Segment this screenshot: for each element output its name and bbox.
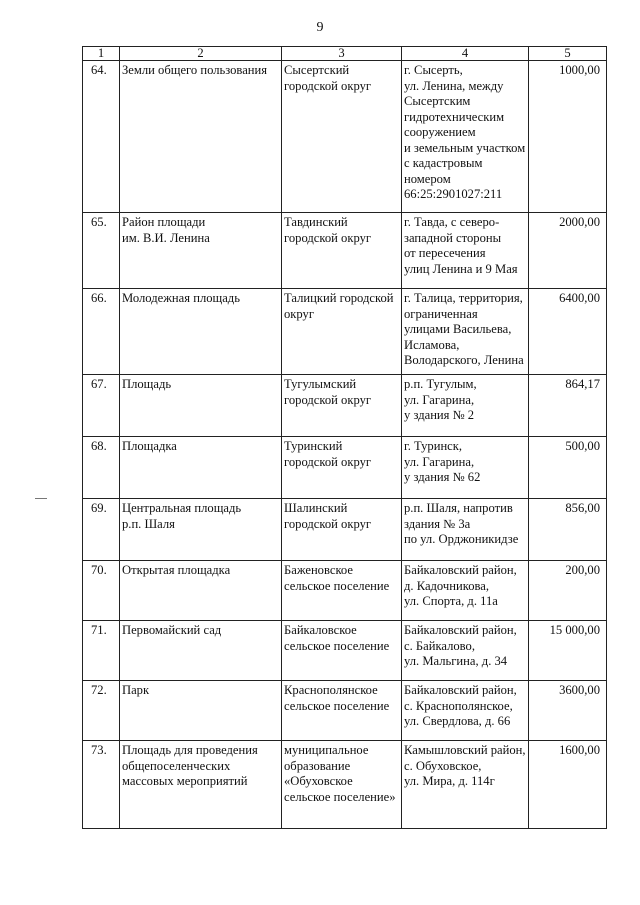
column-header: 4 bbox=[402, 47, 529, 61]
municipality-line: сельское поселение bbox=[284, 698, 390, 713]
location-cell bbox=[402, 499, 529, 561]
location-line: ул. Ленина, между bbox=[404, 78, 504, 93]
location-line: и земельным участком bbox=[404, 140, 526, 155]
object-name-cell bbox=[120, 61, 282, 213]
object-name-line: Земли общего пользования bbox=[122, 63, 268, 77]
municipality-line: сельское поселение bbox=[284, 578, 390, 593]
row-number-cell: 71. bbox=[83, 621, 120, 681]
municipality-line: муниципальное bbox=[284, 743, 369, 757]
municipality-line: Тавдинский bbox=[284, 215, 348, 229]
area-cell: 15 000,00 bbox=[529, 621, 607, 681]
location-line: улицами Васильева, bbox=[404, 322, 512, 336]
object-name-line: Центральная площадь bbox=[122, 501, 242, 515]
row-number-cell: 69. bbox=[83, 499, 120, 561]
municipality-line: Шалинский bbox=[284, 501, 348, 515]
object-name-cell bbox=[120, 375, 282, 437]
row-number-cell: 67. bbox=[83, 375, 120, 437]
object-name-line: Открытая площадка bbox=[122, 563, 231, 577]
location-line: Байкаловский район, bbox=[404, 683, 517, 697]
location-cell bbox=[402, 621, 529, 681]
municipality-cell bbox=[282, 741, 402, 829]
column-header: 3 bbox=[282, 47, 402, 61]
location-line: Володарского, Ленина bbox=[404, 353, 524, 367]
area-cell: 2000,00 bbox=[529, 213, 607, 289]
table-row bbox=[83, 437, 607, 499]
row-number-cell: 65. bbox=[83, 213, 120, 289]
location-cell bbox=[402, 289, 529, 375]
municipality-line: городской округ bbox=[284, 392, 372, 407]
municipality-line: городской округ bbox=[284, 516, 372, 531]
location-line: по ул. Орджоникидзе bbox=[404, 532, 519, 546]
location-line: ул. Свердлова, д. 66 bbox=[404, 714, 511, 728]
municipality-line: Талицкий городской bbox=[284, 291, 394, 305]
municipality-cell bbox=[282, 375, 402, 437]
location-line: Байкаловский район, bbox=[404, 563, 517, 577]
table-row bbox=[83, 213, 607, 289]
municipality-line: округ bbox=[284, 306, 315, 321]
location-line: западной стороны bbox=[404, 230, 502, 245]
header-row bbox=[83, 47, 607, 61]
location-line: Исламова, bbox=[404, 337, 460, 352]
location-line: Камышловский район, bbox=[404, 743, 526, 757]
municipality-cell bbox=[282, 561, 402, 621]
object-name-line: массовых мероприятий bbox=[122, 774, 248, 788]
area-cell: 864,17 bbox=[529, 375, 607, 437]
object-name-line: Первомайский сад bbox=[122, 623, 222, 637]
location-line: ул. Мальгина, д. 34 bbox=[404, 654, 508, 668]
location-line: у здания № 2 bbox=[404, 408, 475, 422]
municipality-line: Краснополянское bbox=[284, 683, 378, 697]
object-name-line: Площадь bbox=[122, 377, 172, 391]
object-name-cell bbox=[120, 621, 282, 681]
location-line: г. Тавда, с северо- bbox=[404, 215, 500, 229]
location-line: ул. Спорта, д. 11а bbox=[404, 594, 498, 608]
table-row bbox=[83, 499, 607, 561]
municipality-line: Байкаловское bbox=[284, 623, 357, 637]
municipality-cell bbox=[282, 499, 402, 561]
table-row bbox=[83, 375, 607, 437]
location-line: 66:25:2901027:211 bbox=[404, 187, 503, 201]
table-row bbox=[83, 741, 607, 829]
table-row bbox=[83, 61, 607, 213]
row-number-cell: 73. bbox=[83, 741, 120, 829]
location-cell bbox=[402, 213, 529, 289]
municipality-line: Тугулымский bbox=[284, 377, 357, 391]
row-number-cell: 66. bbox=[83, 289, 120, 375]
municipality-line: городской округ bbox=[284, 454, 372, 469]
location-line: р.п. Тугулым, bbox=[404, 377, 477, 391]
object-name-line: им. В.И. Ленина bbox=[122, 230, 210, 245]
row-number-cell: 70. bbox=[83, 561, 120, 621]
table-row bbox=[83, 561, 607, 621]
location-line: ул. Гагарина, bbox=[404, 392, 475, 407]
location-line: р.п. Шаля, напротив bbox=[404, 501, 513, 515]
municipality-cell bbox=[282, 621, 402, 681]
location-cell bbox=[402, 741, 529, 829]
margin-mark bbox=[35, 498, 47, 499]
area-cell: 3600,00 bbox=[529, 681, 607, 741]
municipality-cell bbox=[282, 61, 402, 213]
column-header: 2 bbox=[120, 47, 282, 61]
registry-table bbox=[82, 46, 607, 829]
object-name-line: Молодежная площадь bbox=[122, 291, 240, 305]
location-line: д. Кадочникова, bbox=[404, 578, 490, 593]
location-line: улиц Ленина и 9 Мая bbox=[404, 261, 518, 276]
object-name-line: Площадь для проведения bbox=[122, 743, 258, 757]
object-name-cell bbox=[120, 437, 282, 499]
municipality-line: сельское поселение bbox=[284, 638, 390, 653]
location-line: с. Байкалово, bbox=[404, 638, 475, 653]
location-line: ограниченная bbox=[404, 306, 478, 321]
area-cell: 6400,00 bbox=[529, 289, 607, 375]
location-line: сооружением bbox=[404, 125, 476, 139]
object-name-line: Площадка bbox=[122, 439, 177, 453]
municipality-line: городской округ bbox=[284, 230, 372, 245]
location-cell bbox=[402, 375, 529, 437]
municipality-cell bbox=[282, 213, 402, 289]
location-line: от пересечения bbox=[404, 246, 486, 260]
area-cell: 856,00 bbox=[529, 499, 607, 561]
municipality-line: Туринский bbox=[284, 439, 343, 453]
location-line: с. Обуховское, bbox=[404, 758, 482, 773]
object-name-line: Район площади bbox=[122, 215, 206, 229]
area-cell: 1600,00 bbox=[529, 741, 607, 829]
location-line: гидротехническим bbox=[404, 109, 505, 124]
table-row bbox=[83, 289, 607, 375]
municipality-cell bbox=[282, 437, 402, 499]
table-row bbox=[83, 681, 607, 741]
municipality-cell bbox=[282, 681, 402, 741]
location-cell bbox=[402, 561, 529, 621]
location-cell bbox=[402, 61, 529, 213]
municipality-line: Сысертский bbox=[284, 63, 350, 77]
location-line: с. Краснополянское, bbox=[404, 698, 513, 713]
location-line: Байкаловский район, bbox=[404, 623, 517, 637]
location-line: номером bbox=[404, 171, 451, 186]
object-name-line: общепоселенческих bbox=[122, 758, 231, 773]
location-line: ул. Мира, д. 114г bbox=[404, 774, 495, 788]
area-cell: 500,00 bbox=[529, 437, 607, 499]
row-number-cell: 64. bbox=[83, 61, 120, 213]
location-line: с кадастровым bbox=[404, 156, 483, 170]
location-line: Сысертским bbox=[404, 94, 471, 108]
object-name-cell bbox=[120, 289, 282, 375]
municipality-cell bbox=[282, 289, 402, 375]
object-name-cell bbox=[120, 499, 282, 561]
column-header: 5 bbox=[529, 47, 607, 61]
row-number-cell: 72. bbox=[83, 681, 120, 741]
municipality-line: сельское поселение» bbox=[284, 789, 396, 804]
location-line: здания № 3а bbox=[404, 516, 471, 531]
object-name-line: р.п. Шаля bbox=[122, 516, 175, 531]
municipality-line: образование bbox=[284, 758, 351, 773]
column-header: 1 bbox=[83, 47, 120, 61]
location-line: г. Сысерть, bbox=[404, 63, 463, 77]
municipality-line: городской округ bbox=[284, 78, 372, 93]
object-name-cell bbox=[120, 741, 282, 829]
location-line: г. Туринск, bbox=[404, 439, 463, 453]
object-name-line: Парк bbox=[122, 683, 150, 697]
municipality-line: «Обуховское bbox=[284, 774, 353, 788]
object-name-cell bbox=[120, 213, 282, 289]
object-name-cell bbox=[120, 561, 282, 621]
table-row bbox=[83, 621, 607, 681]
area-cell: 200,00 bbox=[529, 561, 607, 621]
municipality-line: Баженовское bbox=[284, 563, 353, 577]
page-number: 9 bbox=[316, 20, 324, 35]
location-cell bbox=[402, 437, 529, 499]
location-line: ул. Гагарина, bbox=[404, 454, 475, 469]
area-cell: 1000,00 bbox=[529, 61, 607, 213]
location-line: г. Талица, территория, bbox=[404, 291, 523, 305]
object-name-cell bbox=[120, 681, 282, 741]
location-line: у здания № 62 bbox=[404, 470, 481, 484]
location-cell bbox=[402, 681, 529, 741]
row-number-cell: 68. bbox=[83, 437, 120, 499]
